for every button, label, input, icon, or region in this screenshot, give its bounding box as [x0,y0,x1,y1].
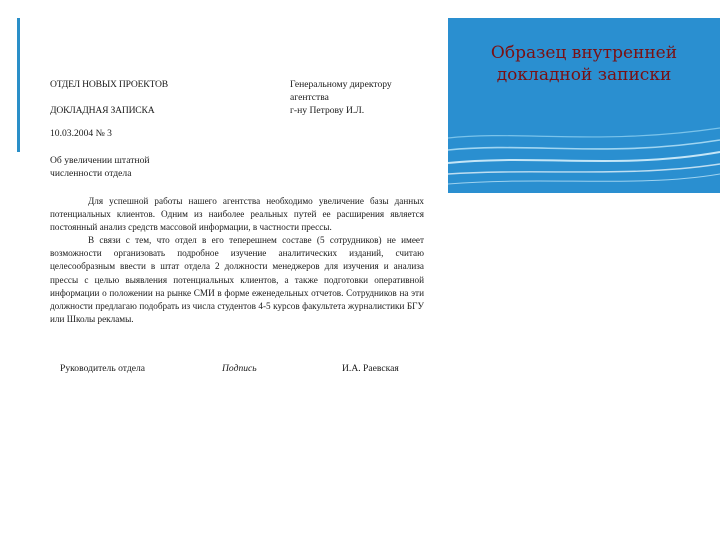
title-panel [448,18,720,193]
subject-block [50,155,190,180]
slide-title-line: Образец внутренней [490,43,678,63]
memo-body [50,195,424,326]
body-paragraph: В связи с тем, что отдел в его теперешнем составе (5 сотрудников) не имеет возможности организовать подробное изучение аналитических изданий, считаю целесообразным ввести в штат отдела 2 должности менеджеров для изучения и анализа прессы с целью выявления потенциальных клиентов, а также подготовки оперативной информации о положении на рынке СМИ в форме еженедельных отчетов. Сотрудников на эти должности предлагаю подобрать из числа студентов 4-5 курсов факультета журналистики БГУ или Школы рекламы. [50,235,424,324]
signature-role: Руководитель отдела [60,363,146,374]
slide-title [448,42,720,86]
body-paragraph: Для успешной работы нашего агентства необходимо увеличение базы данных потенциальных клиентов. Одним из наиболее реальных путей ее расширения является постоянный анализ средств массовой информации, в частности прессы. [50,196,424,233]
document-type: ДОКЛАДНАЯ ЗАПИСКА [50,105,155,116]
signature-name: И.А. Раевская [342,363,399,374]
subject-line: численности отдела [50,167,132,179]
addressee-block [290,79,430,117]
slide-title-line: докладной записки [496,65,672,85]
addressee-line: агентства [290,91,329,103]
subject-line: Об увеличении штатной [50,155,150,166]
addressee-line: Генеральному директору [290,79,392,90]
signature-placeholder: Подпись [222,363,257,374]
date-and-number: 10.03.2004 № 3 [50,128,112,139]
department-name: ОТДЕЛ НОВЫХ ПРОЕКТОВ [50,79,168,90]
left-accent-rule [17,18,20,152]
addressee-line: г-ну Петрову И.Л. [290,104,365,116]
